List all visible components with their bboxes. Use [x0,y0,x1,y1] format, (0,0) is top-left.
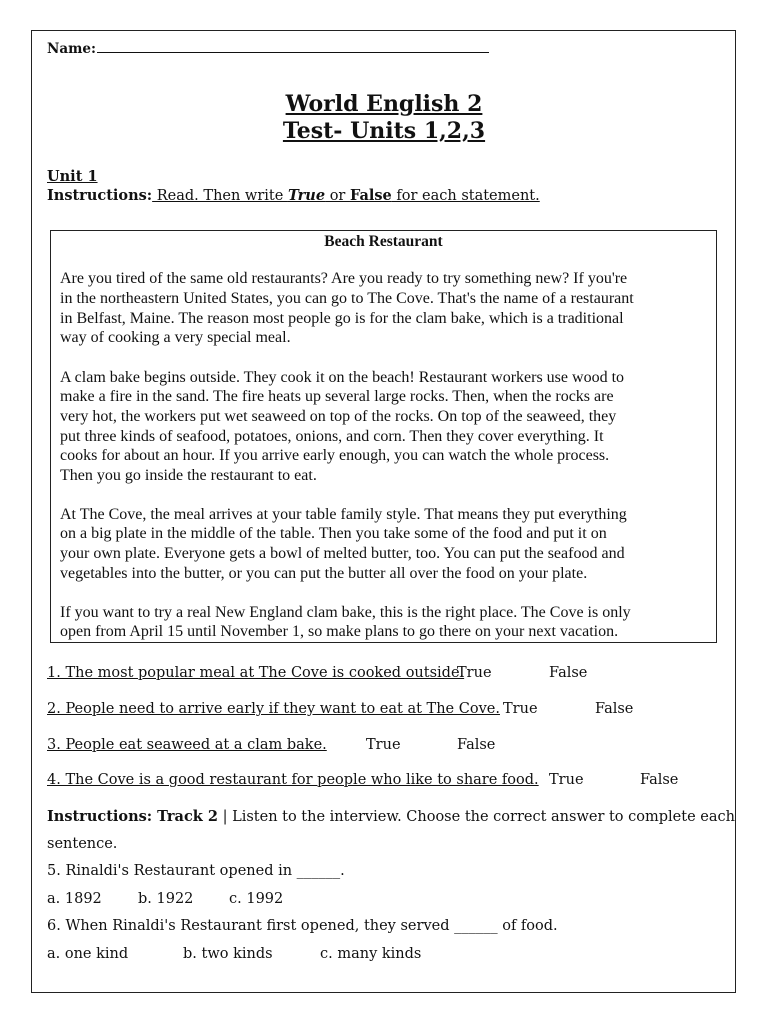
instructions-label: Instructions: [47,187,153,204]
passage-line: put three kinds of seafood, potatoes, onions, and corn. Then they cover everything. It [60,428,604,445]
track2-instructions-text: | Listen to the interview. Choose the correct answer to complete each [217,809,735,825]
mc-question-5: 5. Rinaldi's Restaurant opened in ______. [47,863,345,879]
passage-line: very hot, the workers put wet seaweed on top of the rocks. On top of the seaweed, they [60,408,617,425]
name-field[interactable] [47,40,489,57]
passage-line: cooks for about an hour. If you arrive early enough, you can watch the whole process. [60,447,610,464]
passage-line: way of cooking a very special meal. [60,329,291,346]
passage-line: Are you tired of the same old restaurants? Are you ready to try something new? If you're [60,270,628,287]
passage-line: If you want to try a real New England clam bake, this is the right place. The Cove is only [60,604,631,621]
mc-option-6c[interactable]: c. many kinds [320,946,422,962]
passage-line: in the northeastern United States, you can go to The Cove. That's the name of a restaurant [60,290,634,307]
tf-false-option-2[interactable]: False [595,701,634,717]
tf-true-option-2[interactable]: True [503,701,538,717]
passage-line: on a big plate in the middle of the table. Then you take some of the food and put it on [60,525,607,542]
instructions-text-b: for each statement. [391,188,540,204]
instructions-false-word: False [349,187,392,204]
passage-line: your own plate. Everyone gets a bowl of melted butter, too. You can put the seafood and [60,545,625,562]
mc-option-6b[interactable]: b. two kinds [183,946,273,962]
mc-option-5a[interactable]: a. 1892 [47,891,102,907]
tf-true-option-1[interactable]: True [457,665,492,681]
tf-false-option-4[interactable]: False [640,772,679,788]
tf-true-option-3[interactable]: True [366,737,401,753]
tf-question-3: 3. People eat seaweed at a clam bake. [47,737,327,753]
track2-instructions-label: Instructions: Track 2 [47,808,218,825]
tf-question-4: 4. The Cove is a good restaurant for people who like to share food. [47,772,539,788]
passage-line: vegetables into the butter, or you can put the butter all over the food on your plate. [60,565,588,582]
passage-line: A clam bake begins outside. They cook it on the beach! Restaurant workers use wood to [60,369,625,386]
test-title-line1: World English 2 [285,91,483,117]
instructions-or: or [325,188,350,204]
unit1-instructions [47,187,540,204]
tf-question-2: 2. People need to arrive early if they want to eat at The Cove. [47,701,500,717]
passage-line: in Belfast, Maine. The reason most people go is for the clam bake, which is a traditional [60,310,624,327]
mc-option-5c[interactable]: c. 1992 [229,891,284,907]
track2-instructions [47,808,735,825]
test-title-line2: Test- Units 1,2,3 [282,118,486,144]
instructions-text [152,188,540,204]
passage-line: Then you go inside the restaurant to eat. [60,467,317,484]
name-label: Name: [47,41,96,57]
tf-question-1: 1. The most popular meal at The Cove is cooked outside. [47,665,465,681]
tf-true-option-4[interactable]: True [549,772,584,788]
tf-false-option-1[interactable]: False [549,665,588,681]
reading-passage [50,230,717,643]
mc-option-6a[interactable]: a. one kind [47,946,129,962]
passage-line: make a fire in the sand. The fire heats up several large rocks. Then, when the rocks are [60,388,614,405]
unit-label: Unit 1 [47,168,98,185]
mc-option-5b[interactable]: b. 1922 [138,891,194,907]
passage-line: At The Cove, the meal arrives at your table family style. That means they put everything [60,506,627,523]
name-blank-line[interactable] [97,40,489,53]
instructions-true-word: True [287,187,326,204]
tf-false-option-3[interactable]: False [457,737,496,753]
instructions-text-a: Read. Then write [152,188,288,204]
passage-title: Beach Restaurant [324,233,443,250]
mc-question-6: 6. When Rinaldi's Restaurant first opened, they served ______ of food. [47,918,558,934]
track2-instructions-continued: sentence. [47,836,118,852]
passage-line: open from April 15 until November 1, so make plans to go there on your next vacation. [60,623,619,640]
